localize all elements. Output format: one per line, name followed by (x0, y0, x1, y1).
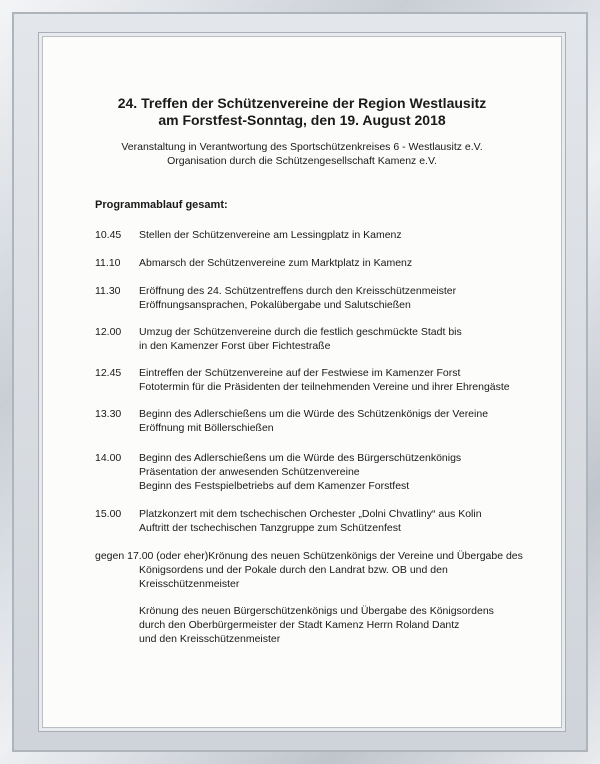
schedule-time: 13.30 (95, 408, 122, 420)
title-line-1: 24. Treffen der Schützenvereine der Region Westlausitz (117, 95, 487, 111)
schedule-text: Beginn des Festspielbetriebs auf dem Kamenzer Forstfest (139, 480, 410, 492)
schedule-item (95, 451, 553, 493)
schedule-text: Auftritt der tschechischen Tanzgruppe zum Schützenfest (139, 522, 401, 534)
schedule-time: 12.00 (95, 326, 122, 338)
schedule-text: Beginn des Adlerschießens um die Würde des Bürgerschützenkönigs (139, 452, 462, 464)
schedule-text: in den Kamenzer Forst über Fichtestraße (139, 340, 331, 352)
document-page (42, 36, 562, 728)
closing-item (95, 549, 553, 591)
schedule-text: Beginn des Adlerschießens um die Würde des Schützenkönigs der Vereine (139, 408, 489, 420)
schedule-text: Fototermin für die Präsidenten der teilnehmenden Vereine und ihrer Ehrengäste (139, 381, 510, 393)
schedule-text: Eröffnung mit Böllerschießen (139, 422, 274, 434)
schedule-time: 15.00 (95, 508, 122, 520)
schedule-time: 11.10 (95, 257, 121, 269)
schedule-time: 10.45 (95, 229, 122, 241)
schedule-item (95, 325, 553, 353)
title-line-2: am Forstfest-Sonntag, den 19. August 2018 (158, 112, 446, 128)
schedule-text: Stellen der Schützenvereine am Lessingplatz in Kamenz (139, 229, 402, 241)
schedule-item (95, 407, 553, 435)
closing-text: Königsordens und der Pokale durch den Landrat bzw. OB und den (139, 564, 448, 576)
schedule-item (95, 228, 553, 242)
schedule-text: Eröffnung des 24. Schützentreffens durch den Kreisschützenmeister (139, 285, 457, 297)
organizer-line-2: Organisation durch die Schützengesellschaft Kamenz e.V. (167, 155, 437, 167)
closing-lead: gegen 17.00 (oder eher)Krönung des neuen Schützenkönigs der Vereine und Übergabe des (95, 550, 523, 562)
schedule-time: 14.00 (95, 452, 122, 464)
schedule-text: Eintreffen der Schützenvereine auf der Festwiese im Kamenzer Forst (139, 367, 461, 379)
schedule-text: Präsentation der anwesenden Schützenvereine (139, 466, 360, 478)
schedule-text: Abmarsch der Schützenvereine zum Marktplatz in Kamenz (139, 257, 413, 269)
schedule-item (95, 256, 553, 270)
schedule-text: Platzkonzert mit dem tschechischen Orchester „Dolni Chvatliny“ aus Kolin (139, 508, 482, 520)
schedule-text: Eröffnungsansprachen, Pokalübergabe und Salutschießen (139, 299, 411, 311)
closing-extra (95, 604, 553, 646)
schedule-item (95, 366, 553, 394)
schedule-text: Umzug der Schützenvereine durch die festlich geschmückte Stadt bis (139, 326, 462, 338)
organizer-line-1: Veranstaltung in Verantwortung des Sportschützenkreises 6 - Westlausitz e.V. (121, 141, 483, 153)
closing-extra-text: durch den Oberbürgermeister der Stadt Kamenz Herrn Roland Dantz (139, 619, 460, 631)
program-heading: Programmablauf gesamt: (95, 199, 228, 211)
closing-extra-text: und den Kreisschützenmeister (139, 633, 281, 645)
closing-extra-text: Krönung des neuen Bürgerschützenkönigs und Übergabe des Königsordens (139, 605, 494, 617)
schedule-item (95, 507, 553, 535)
schedule-time: 11.30 (95, 285, 121, 297)
schedule-time: 12.45 (95, 367, 122, 379)
closing-text: Kreisschützenmeister (139, 578, 240, 590)
schedule-item (95, 284, 553, 312)
